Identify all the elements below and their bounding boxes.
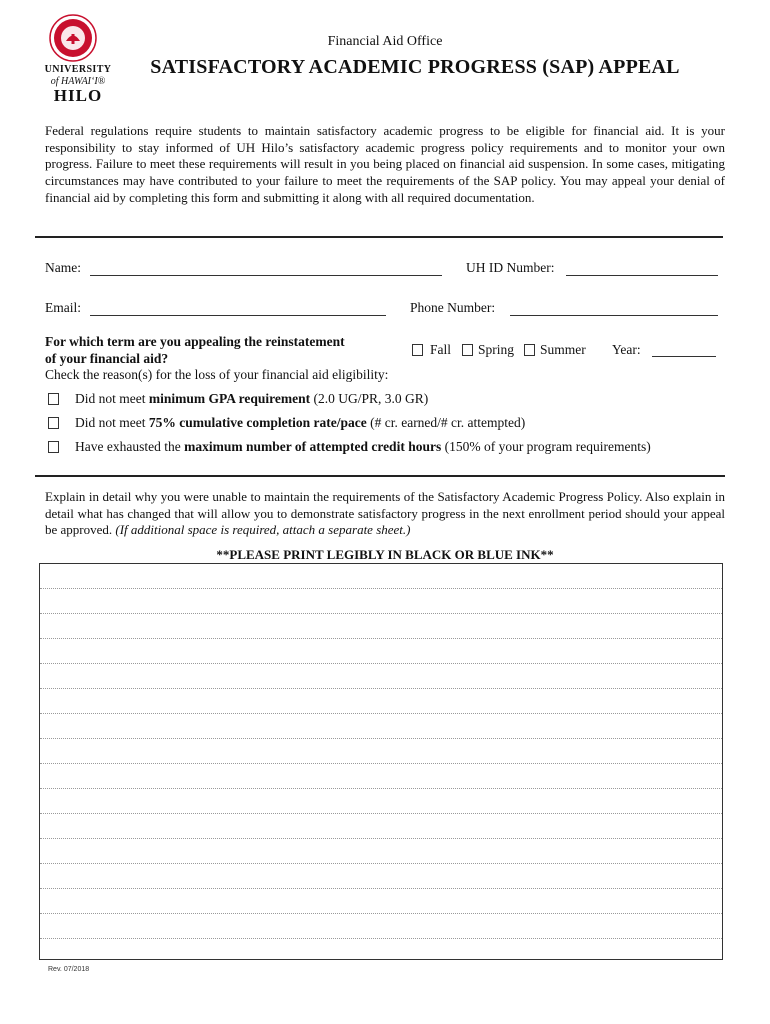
uhid-field[interactable] (566, 275, 718, 276)
print-legibly-note: **PLEASE PRINT LEGIBLY IN BLACK OR BLUE INK** (216, 547, 554, 562)
fall-label: Fall (430, 342, 452, 357)
logo-line-hawaii: of HAWAIʻI® (50, 76, 106, 87)
max-hours-reason-label: Have exhausted the maximum number of attempted credit hours (150% of your program requirements) (75, 439, 651, 454)
summer-checkbox[interactable] (524, 344, 535, 356)
summer-label: Summer (540, 342, 586, 357)
year-label: Year: (612, 342, 641, 357)
logo-line-hilo: HILO (53, 86, 103, 105)
phone-label: Phone Number: (410, 300, 496, 315)
writing-line (40, 713, 722, 714)
term-question-line-1: For which term are you appealing the reinstatement (45, 334, 345, 349)
writing-line (40, 888, 722, 889)
writing-line (40, 763, 722, 764)
writing-line (40, 663, 722, 664)
gpa-reason-label: Did not meet minimum GPA requirement (2.0 UG/PR, 3.0 GR) (75, 391, 429, 406)
max-hours-reason-checkbox[interactable] (48, 441, 59, 453)
writing-line (40, 588, 722, 589)
intro-paragraph: Federal regulations require students to maintain satisfactory academic progress to be eligible for financial aid. It is your responsibility to stay informed of UH Hilo’s satisfactory academic progress policy requirements and to monitor your own progress. Failure to meet these requirements will result in you being placed on financial aid suspension. In some cases, mitigating circumstances may have contributed to your failure to meet the requirements of the SAP policy. You may appeal your denial of financial aid by completing this form and submitting it along with all required documentation. (45, 123, 725, 205)
writing-line (40, 788, 722, 789)
spring-checkbox[interactable] (462, 344, 473, 356)
completion-reason-label: Did not meet 75% cumulative completion rate/pace (# cr. earned/# cr. attempted) (75, 415, 526, 430)
fall-checkbox[interactable] (412, 344, 423, 356)
term-question (45, 333, 405, 367)
explanation-writing-area[interactable] (39, 563, 723, 960)
email-field[interactable] (90, 315, 386, 316)
writing-line (40, 688, 722, 689)
page-title: SATISFACTORY ACADEMIC PROGRESS (SAP) APPEAL (150, 56, 680, 78)
office-name: Financial Aid Office (327, 34, 443, 49)
revision-date: Rev. 07/2018 (48, 966, 90, 973)
writing-line (40, 938, 722, 939)
uhid-label: UH ID Number: (466, 260, 555, 275)
writing-line (40, 813, 722, 814)
name-field[interactable] (90, 275, 442, 276)
email-label: Email: (45, 300, 81, 315)
writing-line (40, 613, 722, 614)
section-divider (35, 475, 725, 477)
gpa-reason-checkbox[interactable] (48, 393, 59, 405)
explain-instructions: Explain in detail why you were unable to maintain the requirements of the Satisfactory Academic Progress Policy. Also explain in detail what has changed that will allow you to demonstrate satisfactory progress in the next enrollment period should your appeal be approved. (If additional space is required, attach a separate sheet.) (45, 489, 725, 538)
writing-line (40, 838, 722, 839)
writing-line (40, 638, 722, 639)
completion-reason-checkbox[interactable] (48, 417, 59, 429)
section-divider (35, 236, 723, 238)
name-label: Name: (45, 260, 81, 275)
year-field[interactable] (652, 356, 716, 357)
writing-line (40, 913, 722, 914)
term-question-line-2: of your financial aid? (45, 351, 169, 366)
writing-line (40, 738, 722, 739)
phone-field[interactable] (510, 315, 718, 316)
logo-line-university: UNIVERSITY (44, 64, 112, 75)
reasons-intro: Check the reason(s) for the loss of your financial aid eligibility: (45, 367, 389, 382)
writing-line (40, 863, 722, 864)
spring-label: Spring (478, 342, 515, 357)
